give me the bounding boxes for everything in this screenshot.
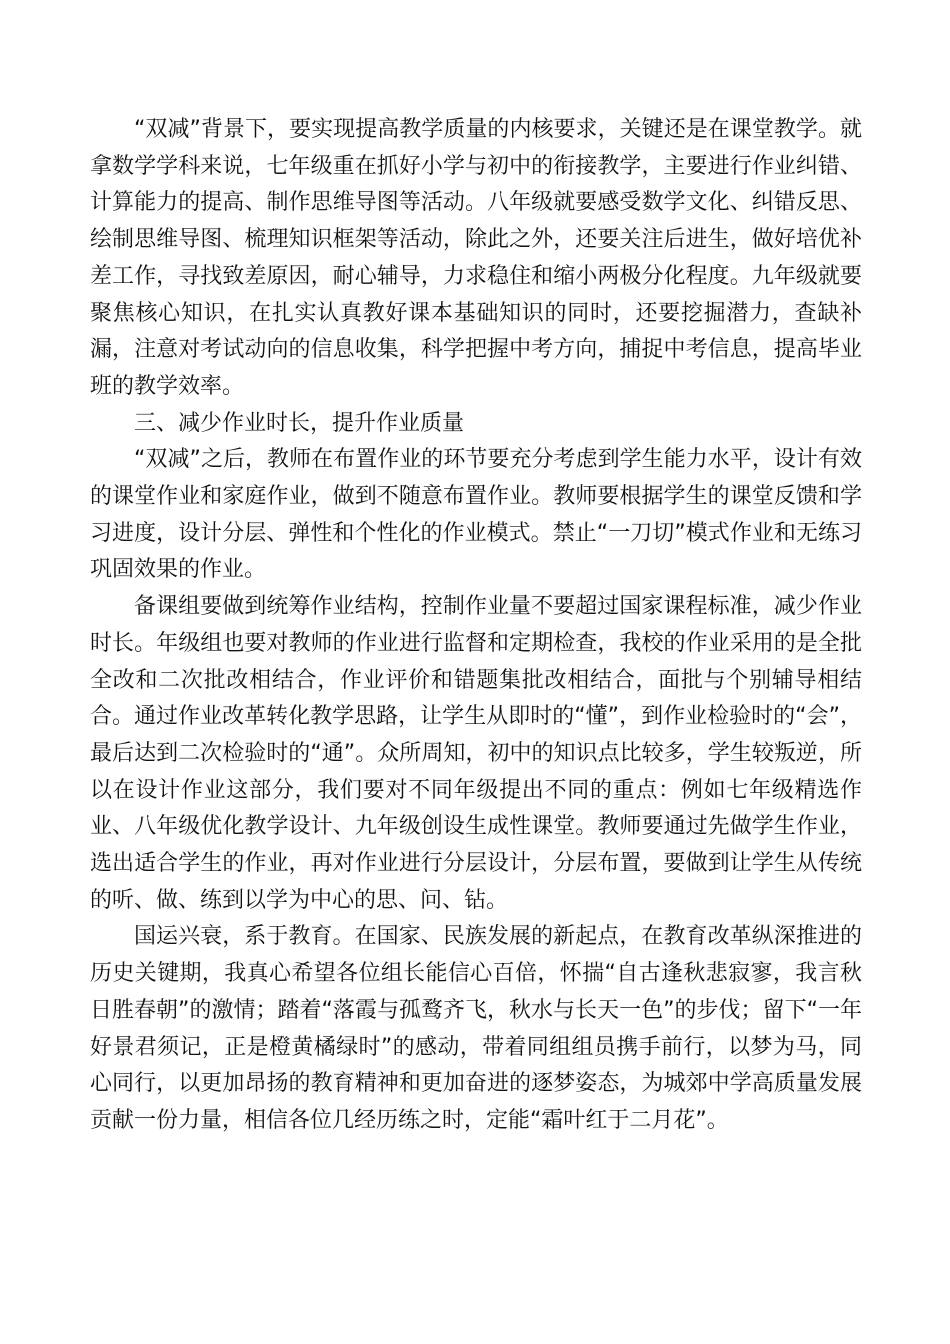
paragraph-homework-structure: 备课组要做到统筹作业结构，控制作业量不要超过国家课程标准，减少作业时长。年级组也要对教师的作业进行监督和定期检查，我校的作业采用的是全批全改和二次批改相结合，作业评价和错题集批改相结合，面批与个别辅导相结合。通过作业改革转化教学思路，让学生从即时的“懂”，到作业检验时的“会”，最后达到二次检验时的“通”。众所周知，初中的知识点比较多，学生较叛逆，所以在设计作业这部分，我们要对不同年级提出不同的重点：例如七年级精选作业、八年级优化教学设计、九年级创设生成性课堂。教师要通过先做学生作业，选出适合学生的作业，再对作业进行分层设计，分层布置，要做到让学生从传统的听、做、练到以学为中心的思、问、钻。 <box>90 594 862 913</box>
paragraph-homework-design: “双减”之后，教师在布置作业的环节要充分考虑到学生能力水平，设计有效的课堂作业和家庭作业，做到不随意布置作业。教师要根据学生的课堂反馈和学习进度，设计分层、弹性和个性化的作业模式。禁止“一刀切”模式作业和无练习巩固效果的作业。 <box>90 447 862 583</box>
section-heading: 三、减少作业时长，提升作业质量 <box>134 410 465 436</box>
document-body <box>90 112 862 1140</box>
paragraph-closing: 国运兴衰，系于教育。在国家、民族发展的新起点，在教育改革纵深推进的历史关键期，我真心希望各位组长能信心百倍，怀揣“自古逢秋悲寂寥，我言秋日胜春朝”的激情；踏着“落霞与孤鹜齐飞，秋水与长天一色”的步伐；留下“一年好景君须记，正是橙黄橘绿时”的感动，带着同组组员携手前行，以梦为马，同心同行，以更加昂扬的教育精神和更加奋进的逐梦姿态，为城郊中学高质量发展贡献一份力量，相信各位几经历练之时，定能“霜叶红于二月花”。 <box>90 924 862 1133</box>
paragraph-classroom-teaching: “双减”背景下，要实现提高教学质量的内核要求，关键还是在课堂教学。就拿数学学科来说，七年级重在抓好小学与初中的衔接教学，主要进行作业纠错、计算能力的提高、制作思维导图等活动。八年级就要感受数学文化、纠错反思、绘制思维导图、梳理知识框架等活动，除此之外，还要关注后进生，做好培优补差工作，寻找致差原因，耐心辅导，力求稳住和缩小两极分化程度。九年级就要聚焦核心知识，在扎实认真教好课本基础知识的同时，还要挖掘潜力，查缺补漏，注意对考试动向的信息收集，科学把握中考方向，捕捉中考信息，提高毕业班的教学效率。 <box>90 117 862 399</box>
